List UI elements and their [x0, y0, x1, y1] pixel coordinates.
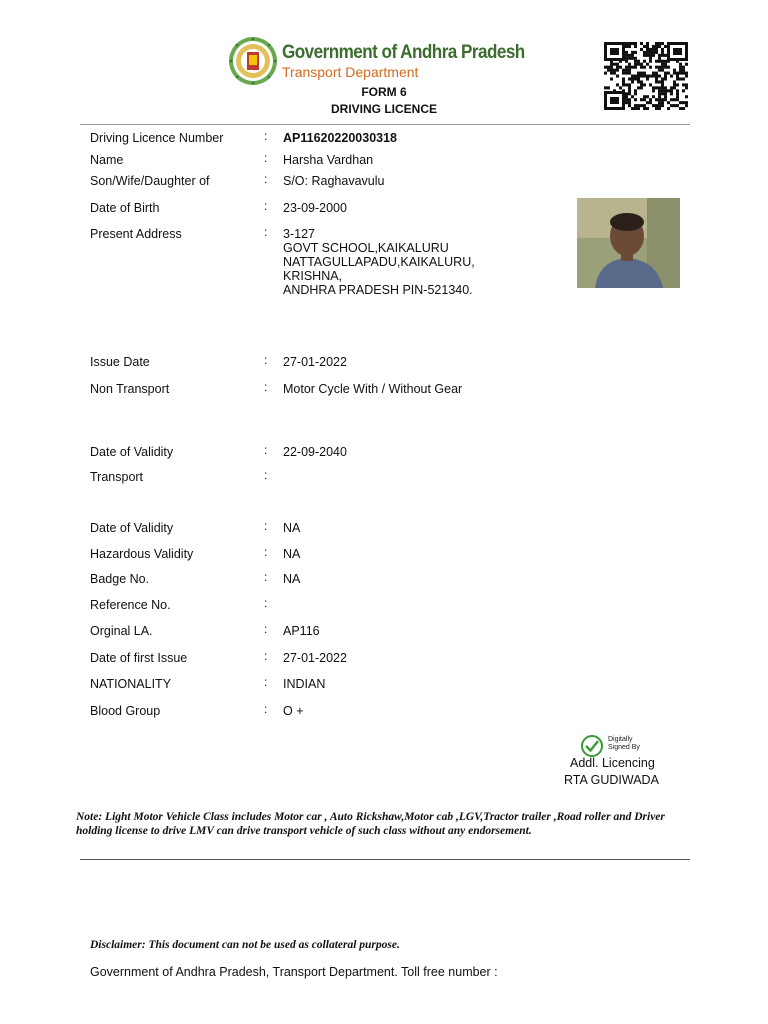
field-label: Non Transport	[90, 382, 170, 396]
field-label: Driving Licence Number	[90, 131, 224, 145]
field-label: Transport	[90, 470, 144, 484]
field-value: NA	[283, 521, 301, 535]
field-label: Hazardous Validity	[90, 547, 194, 561]
address-line: 3-127	[283, 227, 315, 241]
digitally-signed-label: Digitally Signed By	[608, 736, 640, 751]
department-title: Transport Department	[282, 64, 419, 80]
field-value: NA	[283, 572, 301, 586]
field-label: Present Address	[90, 227, 182, 241]
field-value: Motor Cycle With / Without Gear	[283, 382, 463, 396]
field-value: 27-01-2022	[283, 355, 347, 369]
field-value	[283, 227, 475, 297]
government-title: Government of Andhra Pradesh	[282, 42, 525, 63]
field-colon: :	[264, 172, 268, 186]
field-colon: :	[264, 649, 268, 663]
field-colon: :	[264, 675, 268, 689]
field-value: O +	[283, 704, 304, 718]
ap-government-emblem-icon	[228, 36, 278, 86]
address-line: NATTAGULLAPADU,KAIKALURU,	[283, 255, 475, 269]
field-colon: :	[264, 443, 268, 457]
field-value: NA	[283, 547, 301, 561]
field-label: Date of first Issue	[90, 651, 188, 665]
field-colon: :	[264, 129, 268, 143]
field-label: Reference No.	[90, 598, 171, 612]
field-label: Date of Validity	[90, 445, 174, 459]
field-colon: :	[264, 199, 268, 213]
field-colon: :	[264, 468, 268, 482]
field-value: S/O: Raghavavulu	[283, 174, 385, 188]
field-label: Name	[90, 153, 124, 167]
field-colon: :	[264, 353, 268, 367]
field-label: Issue Date	[90, 355, 150, 369]
field-label: NATIONALITY	[90, 677, 172, 691]
form-number: FORM 6	[361, 85, 407, 99]
field-value: 23-09-2000	[283, 201, 347, 215]
field-value: INDIAN	[283, 677, 326, 691]
digital-signature-check-icon	[580, 734, 604, 758]
field-value: AP11620220030318	[283, 131, 398, 145]
field-colon: :	[264, 622, 268, 636]
form-title: DRIVING LICENCE	[330, 102, 437, 116]
field-colon: :	[264, 545, 268, 559]
field-colon: :	[264, 151, 268, 165]
field-colon: :	[264, 380, 268, 394]
signatory-office: RTA GUDIWADA	[564, 773, 659, 787]
field-value: Harsha Vardhan	[283, 153, 374, 167]
field-label: Date of Birth	[90, 201, 160, 215]
address-line: KRISHNA,	[283, 269, 343, 283]
field-colon: :	[264, 570, 268, 584]
field-colon: :	[264, 225, 268, 239]
field-colon: :	[264, 596, 268, 610]
field-label: Blood Group	[90, 704, 161, 718]
signatory-title: Addl. Licencing	[570, 756, 655, 770]
qr-code-icon	[604, 42, 688, 110]
footer-text: Government of Andhra Pradesh, Transport Department. Toll free number :	[90, 965, 498, 979]
disclaimer: Disclaimer: This document can not be used as collateral purpose.	[90, 939, 400, 951]
field-colon: :	[264, 519, 268, 533]
field-colon: :	[264, 702, 268, 716]
field-label: Date of Validity	[90, 521, 174, 535]
holder-photo	[577, 198, 680, 288]
field-label: Badge No.	[90, 572, 150, 586]
field-value: 22-09-2040	[283, 445, 347, 459]
field-label: Son/Wife/Daughter of	[90, 174, 210, 188]
header-divider	[80, 124, 690, 125]
field-label: Orginal LA.	[90, 624, 153, 638]
lmv-note: Note: Light Motor Vehicle Class includes Motor car , Auto Rickshaw,Motor cab ,LGV,Tractor trailer ,Road roller and Driver holding license to drive LMV can drive transport vehicle of such class without any endorsement.	[76, 811, 665, 837]
field-value: 27-01-2022	[283, 651, 347, 665]
address-line: GOVT SCHOOL,KAIKALURU	[283, 241, 449, 255]
footer-divider	[80, 859, 690, 860]
address-line: ANDHRA PRADESH PIN-521340.	[283, 283, 473, 297]
field-value: AP116	[283, 624, 320, 638]
